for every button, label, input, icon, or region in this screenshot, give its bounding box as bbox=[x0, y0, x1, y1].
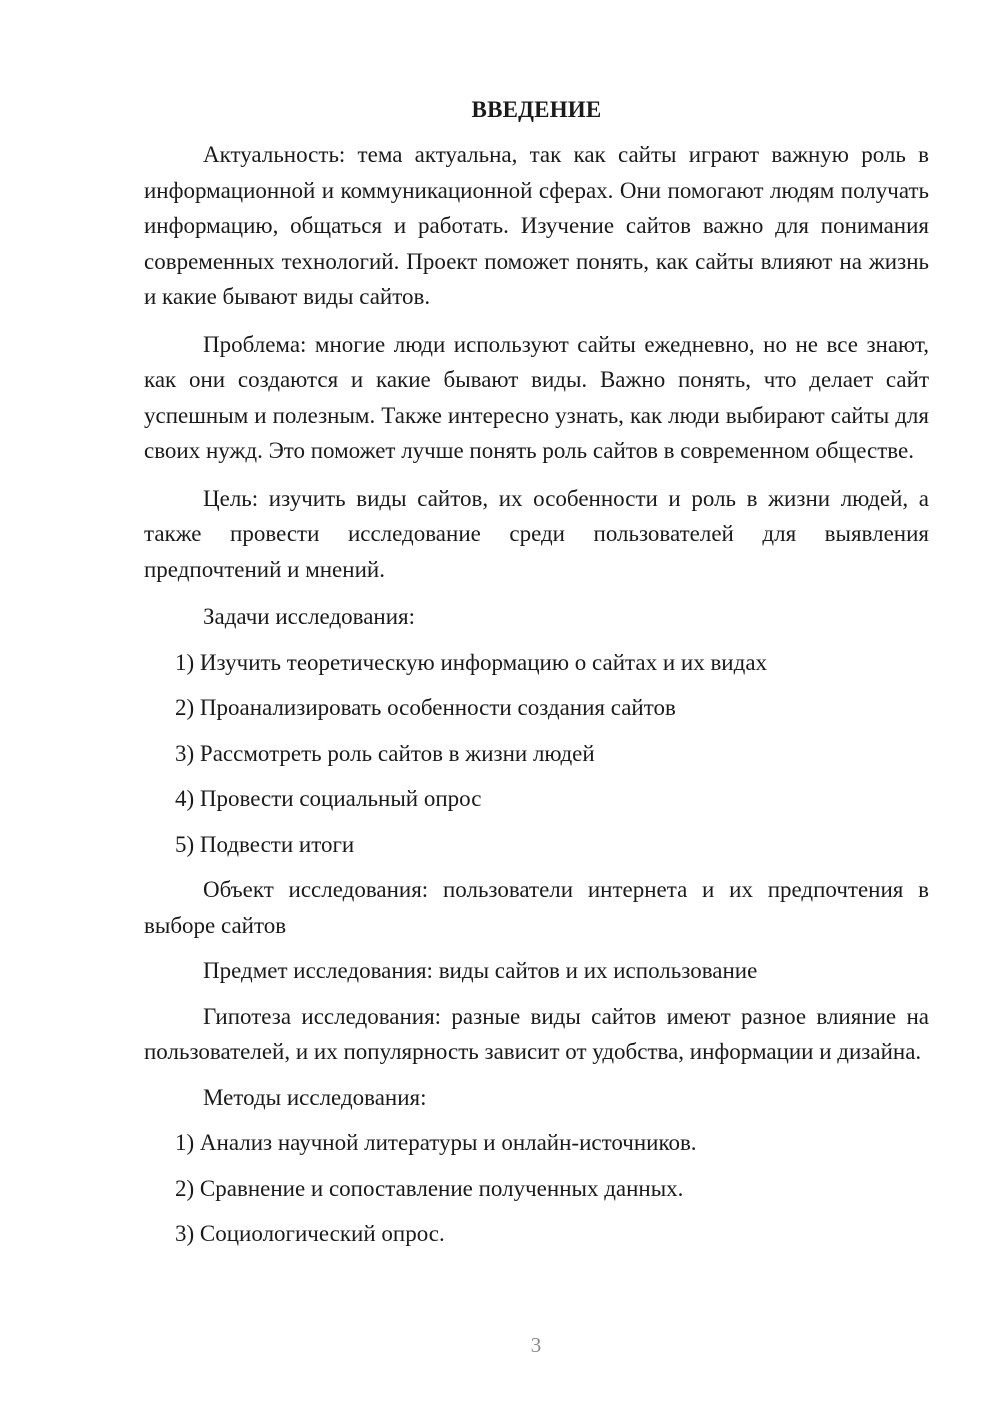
tasks-list-item: 3) Рассмотреть роль сайтов в жизни людей bbox=[175, 740, 595, 766]
page-content bbox=[144, 92, 929, 1262]
relevance-paragraph: Актуальность: тема актуальна, так как сайты играют важную роль в информационной и коммуникационной сферах. Они помогают людям получать информацию, общаться и работать. Изучение сайтов важно для понимания современных технологий. Проект поможет понять, как сайты влияют на жизнь и какие бывают виды сайтов. bbox=[144, 142, 929, 309]
page-number: 3 bbox=[530, 1333, 542, 1357]
methods-list-item: 1) Анализ научной литературы и онлайн-источников. bbox=[175, 1130, 697, 1155]
tasks-list-item: 1) Изучить теоретическую информацию о сайтах и их видах bbox=[175, 649, 768, 675]
problem-paragraph: Проблема: многие люди используют сайты ежедневно, но не все знают, как они создаются и какие бывают виды. Важно понять, что делает сайт успешным и полезным. Также интересно узнать, как люди выбирают сайты для своих нужд. Это поможет лучше понять роль сайтов в современном обществе. bbox=[144, 331, 929, 463]
methods-list-item: 2) Сравнение и сопоставление полученных данных. bbox=[175, 1175, 684, 1201]
methods-list-item: 3) Социологический опрос. bbox=[175, 1221, 445, 1246]
tasks-label: Задачи исследования: bbox=[203, 604, 416, 629]
goal-paragraph: Цель: изучить виды сайтов, их особенности и роль в жизни людей, а также провести исследование среди пользователей для выявления предпочтений и мнений. bbox=[144, 485, 929, 582]
subject-paragraph: Предмет исследования: виды сайтов и их использование bbox=[203, 958, 758, 983]
tasks-list-item: 5) Подвести итоги bbox=[175, 831, 355, 857]
object-paragraph: Объект исследования: пользователи интернета и их предпочтения в выборе сайтов bbox=[144, 877, 929, 938]
hypothesis-paragraph: Гипотеза исследования: разные виды сайтов имеют разное влияние на пользователей, и их популярность зависит от удобства, информации и дизайна. bbox=[144, 1003, 929, 1064]
tasks-list-item: 4) Провести социальный опрос bbox=[175, 786, 482, 811]
section-title: ВВЕДЕНИЕ bbox=[471, 97, 602, 122]
methods-label: Методы исследования: bbox=[203, 1084, 427, 1110]
tasks-list-item: 2) Проанализировать особенности создания сайтов bbox=[175, 695, 676, 720]
